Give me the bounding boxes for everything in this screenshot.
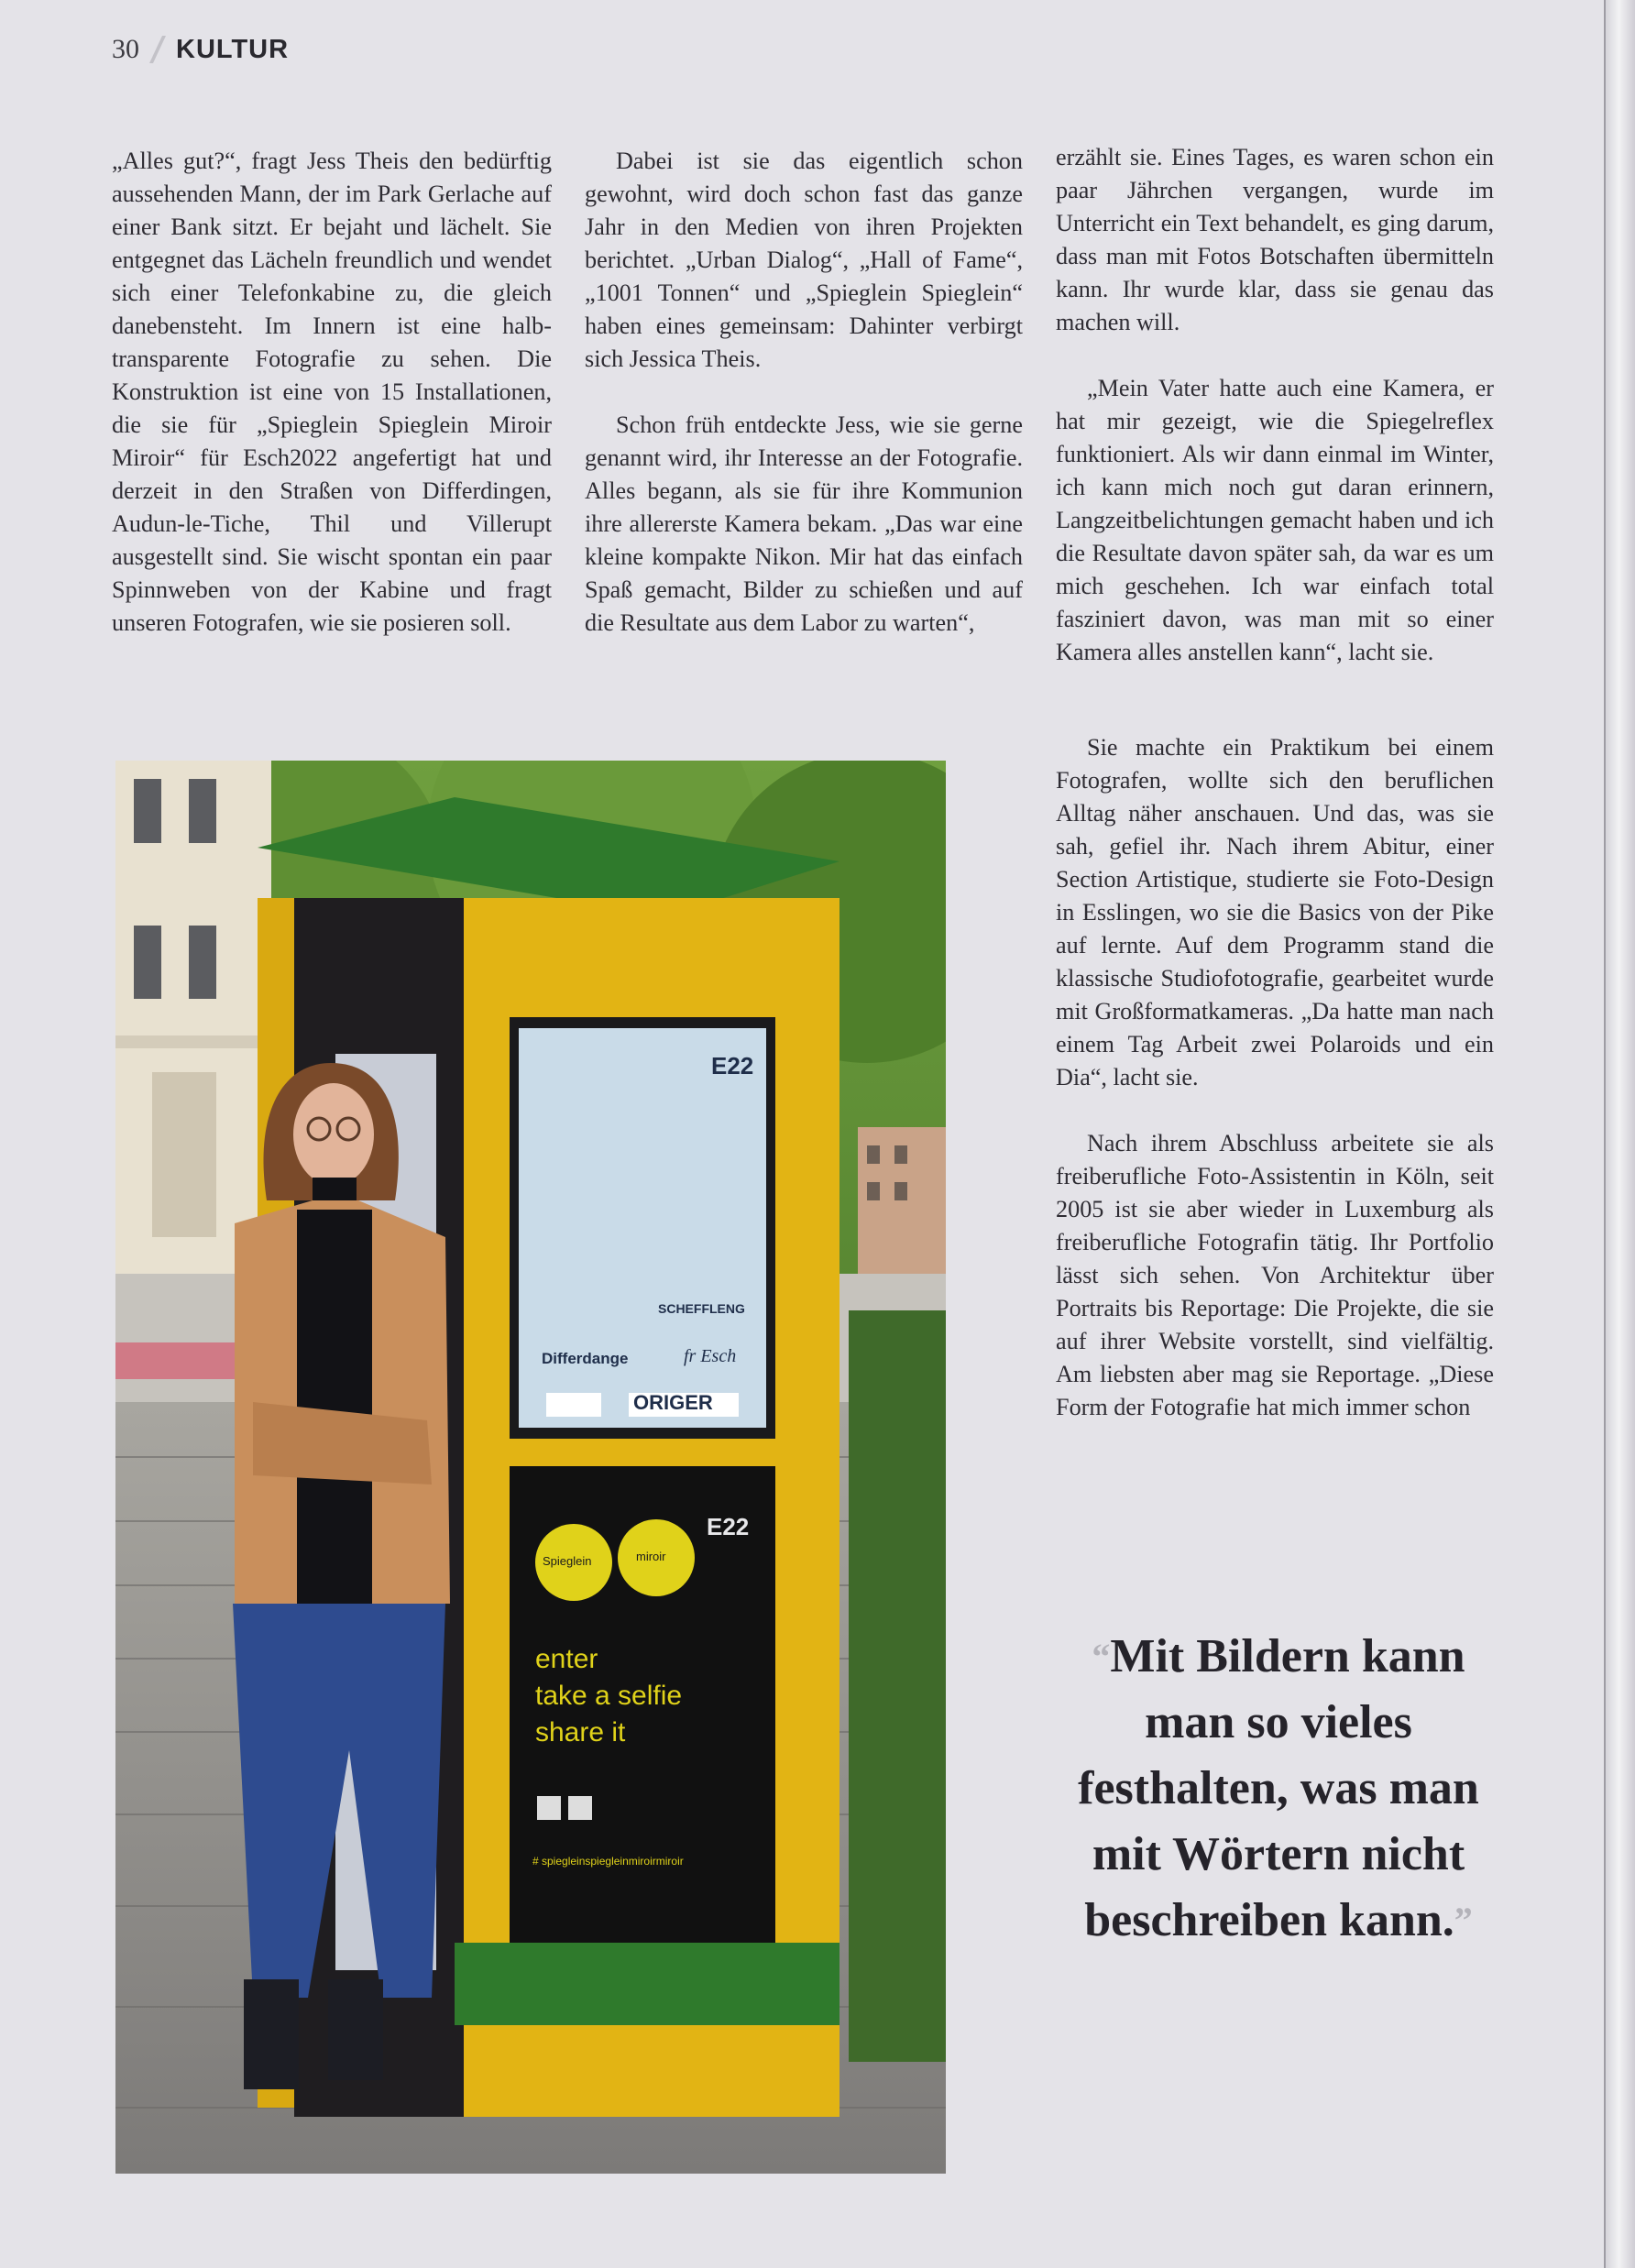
quote-close-mark: ”: [1454, 1900, 1473, 1941]
article-column-3: [1056, 141, 1494, 669]
logo-fresch: fr Esch: [684, 1346, 737, 1366]
page-number: 30: [112, 34, 139, 64]
pull-quote: [1054, 1624, 1503, 1954]
paragraph: Sie machte ein Praktikum bei einem Fotografen, wollte sich den beruflichen Alltag näher anschauen. Und das, was sie sah, gefiel ihr. Nach ihrem Abitur, einer Section Artistique, studierte sie Foto-Design in Esslingen, wo sie die Basics von der Pike auf lernte. Auf dem Programm stand die klassische Studiofotografie, gearbeitet wurde mit Großformatkameras. „Da hatte man nach einem Tag Arbeit zwei Polaroids und ein Dia“, lacht sie.: [1056, 734, 1494, 1090]
logo-origer: ORIGER: [633, 1391, 713, 1414]
logo-differdange: Differdange: [542, 1350, 629, 1367]
paragraph: Schon früh entdeckte Jess, wie sie gerne genannt wird, ihr Interesse an der Fotografie. Alles begann, als sie für ihre Kommunion ihre allererste Kamera bekam. „Das war eine kleine kompakte Nikon. Mir hat das einfach Spaß gemacht, Bilder zu schießen und auf die Resultate aus dem Labor zu warten“,: [585, 411, 1023, 636]
header-separator: [149, 36, 166, 63]
logo-scheffleng: SCHEFFLENG: [658, 1301, 745, 1316]
badge-left-label: Spieglein: [543, 1554, 592, 1568]
booth-hashtag: # spiegleinspiegleinmiroirmiroir: [532, 1855, 684, 1868]
page-edge: [1604, 0, 1635, 2268]
article-column-2: [585, 145, 1023, 640]
paragraph: Dabei ist sie das eigentlich schon gewohnt, wird doch schon fast das ganze Jahr in den Medien von ihren Projekten berichtet. „Urban Dialog“, „Hall of Fame“, „1001 Tonnen“ und „Spieglein Spieglein“ haben eines gemeinsam: Dahinter verbirgt sich Jessica Theis.: [585, 148, 1023, 372]
quote-open-mark: “: [1092, 1636, 1111, 1677]
article-column-1: [112, 145, 552, 640]
article-column-3-continued: [1056, 731, 1494, 1424]
page-header: [112, 29, 289, 70]
pull-quote-text: Mit Bildern kann man so vieles festhalten, was man mit Wörtern nicht beschreiben kann.: [1078, 1630, 1479, 1946]
booth-line-selfie: take a selfie: [535, 1681, 683, 1711]
booth-upper-panel: [519, 1028, 766, 1428]
paragraph: Nach ihrem Abschluss arbeitete sie als freiberufliche Foto-Assistentin in Köln, seit 2005 ist sie aber wieder in Luxemburg als freiberufliche Fotografin tätig. Ihr Portfolio lässt sich sehen. Von Architektur über Portraits bis Reportage: Die Projekte, die sie auf ihrer Website vorstellt, sind vielfältig. Am liebsten aber mag sie Reportage. „Diese Form der Fotografie hat mich immer schon: [1056, 1130, 1494, 1420]
badge-right-label: miroir: [636, 1550, 666, 1563]
booth-line-share: share it: [535, 1717, 626, 1748]
booth-code-top: E22: [711, 1052, 754, 1079]
article-photo: [115, 761, 946, 2174]
booth-line-enter: enter: [535, 1644, 598, 1674]
booth-code-lower: E22: [707, 1513, 750, 1540]
paragraph: „Mein Vater hatte auch eine Kamera, er hat mir gezeigt, wie die Spiegelreflex funktioniert. Als wir dann einmal im Winter, ich kann mich noch gut daran erinnern, Langzeitbelichtungen gemacht haben und ich die Resultate davon später sah, da war es um mich geschehen. Ich war einfach total fasziniert davon, was man mit so einer Kamera alles anstellen kann“, lacht sie.: [1056, 375, 1494, 665]
section-title: KULTUR: [176, 34, 290, 64]
paragraph: „Alles gut?“, fragt Jess Theis den bedürftig aussehenden Mann, der im Park Gerlache auf einer Bank sitzt. Er bejaht und lächelt. Sie entgegnet das Lächeln freundlich und wendet sich einer Telefonkabine zu, die gleich danebensteht. Im Innern ist eine halb-transparente Fotografie zu sehen. Die Konstruktion ist eine von 15 Installationen, die sie für „Spieglein Spieglein Miroir Miroir“ für Esch2022 angefertigt hat und derzeit in den Straßen von Differdingen, Audun-le-Tiche, Thil und Villerupt ausgestellt sind. Sie wischt spontan ein paar Spinnweben von der Kabine und fragt unseren Fotografen, wie sie posieren soll.: [112, 148, 552, 636]
paragraph: erzählt sie. Eines Tages, es waren schon ein paar Jährchen vergangen, wurde im Unterricht ein Text behandelt, es ging darum, dass man mit Fotos Botschaften übermitteln kann. Ihr wurde klar, dass sie genau das machen will.: [1056, 144, 1494, 335]
